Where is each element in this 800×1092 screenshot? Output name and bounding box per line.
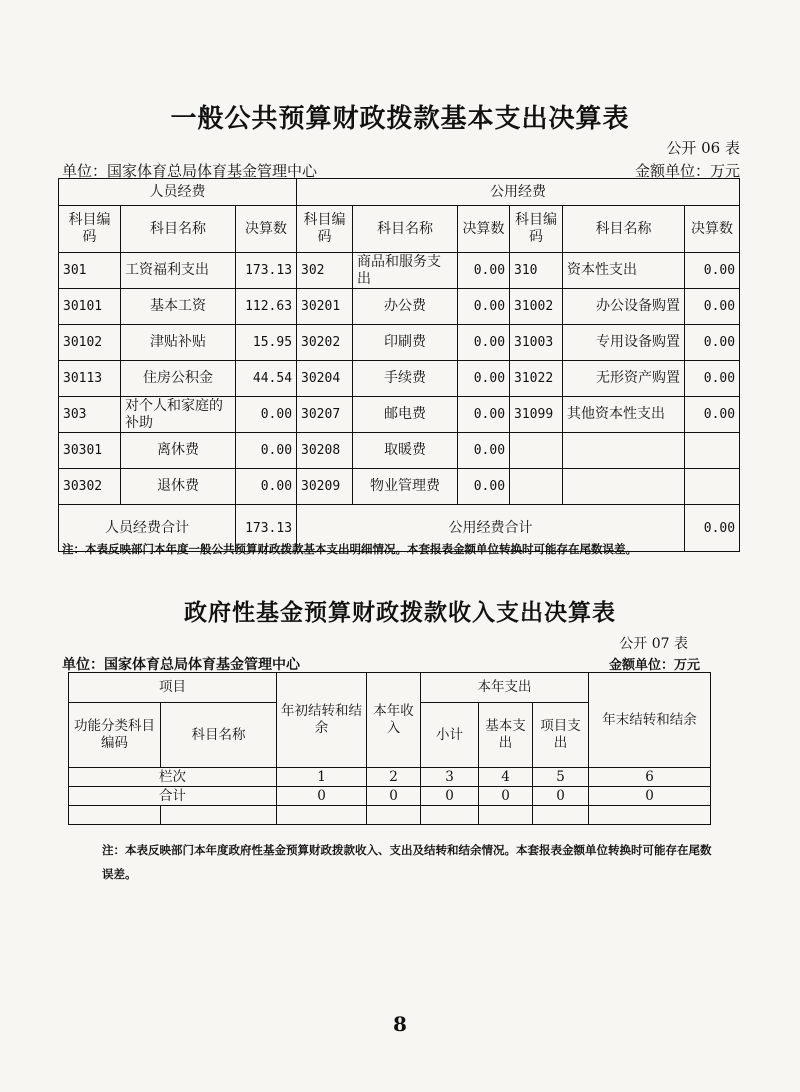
cell-code: 30208 bbox=[297, 433, 353, 469]
cell-code: 31022 bbox=[510, 361, 563, 397]
header-amount-public-1: 决算数 bbox=[458, 206, 510, 253]
cell-code: 30202 bbox=[297, 325, 353, 361]
cell-name: 物业管理费 bbox=[353, 469, 458, 505]
cell-amount: 0.00 bbox=[458, 397, 510, 433]
cell-code: 310 bbox=[510, 253, 563, 289]
table2-code: 公开 07 表 bbox=[619, 636, 688, 652]
cell-name: 退休费 bbox=[121, 469, 236, 505]
table1-unit: 单位：国家体育总局体育基金管理中心 bbox=[62, 162, 318, 180]
table-row bbox=[59, 361, 740, 397]
column-number: 3 bbox=[421, 768, 479, 787]
table1-amount-unit: 金额单位：万元 bbox=[634, 162, 740, 180]
group-personnel-header: 人员经费 bbox=[59, 179, 297, 206]
total-value: 0 bbox=[589, 787, 711, 806]
cell-empty bbox=[533, 806, 589, 825]
total-personnel-label: 人员经费合计 bbox=[59, 505, 236, 552]
table1-title: 一般公共预算财政拨款基本支出决算表 bbox=[170, 104, 630, 134]
cell-empty bbox=[685, 433, 740, 469]
cell-code: 30301 bbox=[59, 433, 121, 469]
cell-amount: 0.00 bbox=[236, 469, 297, 505]
cell-amount: 15.95 bbox=[236, 325, 297, 361]
group-public-header: 公用经费 bbox=[297, 179, 740, 206]
cell-amount: 0.00 bbox=[458, 325, 510, 361]
table2-amount-unit: 金额单位：万元 bbox=[608, 658, 700, 673]
cell-name: 资本性支出 bbox=[563, 253, 685, 289]
cell-empty bbox=[277, 806, 367, 825]
fund-income-expenditure-table bbox=[68, 672, 711, 825]
header-amount-personnel: 决算数 bbox=[236, 206, 297, 253]
header-expense: 本年支出 bbox=[421, 673, 589, 703]
cell-name: 专用设备购置 bbox=[563, 325, 685, 361]
total-row bbox=[69, 787, 711, 806]
cell-name: 邮电费 bbox=[353, 397, 458, 433]
cell-name: 对个人和家庭的补助 bbox=[121, 397, 236, 433]
cell-empty bbox=[563, 469, 685, 505]
cell-amount: 0.00 bbox=[458, 469, 510, 505]
total-personnel-value: 173.13 bbox=[236, 505, 297, 552]
cell-name: 办公费 bbox=[353, 289, 458, 325]
column-number-row bbox=[69, 768, 711, 787]
cell-name: 离休费 bbox=[121, 433, 236, 469]
cell-amount: 44.54 bbox=[236, 361, 297, 397]
cell-amount: 0.00 bbox=[458, 289, 510, 325]
cell-code: 30201 bbox=[297, 289, 353, 325]
table-row bbox=[59, 469, 740, 505]
table-row bbox=[59, 397, 740, 433]
cell-empty bbox=[69, 806, 161, 825]
cell-code: 31099 bbox=[510, 397, 563, 433]
cell-empty bbox=[161, 806, 277, 825]
column-number: 4 bbox=[479, 768, 533, 787]
header-code-personnel: 科目编码 bbox=[59, 206, 121, 253]
cell-amount: 0.00 bbox=[458, 433, 510, 469]
header-amount-public-2: 决算数 bbox=[685, 206, 740, 253]
header-name-public-2: 科目名称 bbox=[563, 206, 685, 253]
cell-amount: 0.00 bbox=[458, 253, 510, 289]
total-value: 0 bbox=[367, 787, 421, 806]
table2-unit: 单位：国家体育总局体育基金管理中心 bbox=[62, 657, 300, 673]
cell-empty bbox=[563, 433, 685, 469]
header-code-public-1: 科目编码 bbox=[297, 206, 353, 253]
cell-empty bbox=[685, 469, 740, 505]
header-item-name: 科目名称 bbox=[161, 703, 277, 768]
cell-name: 无形资产购置 bbox=[563, 361, 685, 397]
cell-name: 商品和服务支出 bbox=[353, 253, 458, 289]
cell-name: 工资福利支出 bbox=[121, 253, 236, 289]
cell-empty bbox=[510, 469, 563, 505]
cell-name: 其他资本性支出 bbox=[563, 397, 685, 433]
cell-code: 30207 bbox=[297, 397, 353, 433]
cell-amount: 0.00 bbox=[685, 289, 740, 325]
table1-code: 公开 06 表 bbox=[666, 139, 740, 157]
cell-empty bbox=[589, 806, 711, 825]
header-closing-balance: 年末结转和结余 bbox=[589, 673, 711, 768]
table1-note: 注：本表反映部门本年度一般公共预算财政拨款基本支出明细情况。本套报表金额单位转换时可能存在尾数误差。 bbox=[62, 542, 637, 556]
cell-name: 办公设备购置 bbox=[563, 289, 685, 325]
cell-code: 303 bbox=[59, 397, 121, 433]
header-basic-expense: 基本支出 bbox=[479, 703, 533, 768]
table-row bbox=[59, 289, 740, 325]
table2-note: 注：本表反映部门本年度政府性基金预算财政拨款收入、支出及结转和结余情况。本套报表金额单位转换时可能存在尾数误差。 bbox=[102, 843, 712, 881]
cell-code: 301 bbox=[59, 253, 121, 289]
total-public-value: 0.00 bbox=[685, 505, 740, 552]
column-number: 5 bbox=[533, 768, 589, 787]
total-public-label: 公用经费合计 bbox=[297, 505, 685, 552]
header-subtotal: 小计 bbox=[421, 703, 479, 768]
cell-name: 取暖费 bbox=[353, 433, 458, 469]
cell-amount: 0.00 bbox=[236, 433, 297, 469]
cell-empty bbox=[367, 806, 421, 825]
cell-empty bbox=[510, 433, 563, 469]
cell-code: 30102 bbox=[59, 325, 121, 361]
cell-empty bbox=[421, 806, 479, 825]
table-row bbox=[59, 253, 740, 289]
column-number: 2 bbox=[367, 768, 421, 787]
cell-empty bbox=[479, 806, 533, 825]
column-number: 1 bbox=[277, 768, 367, 787]
total-value: 0 bbox=[533, 787, 589, 806]
table-row bbox=[59, 325, 740, 361]
header-code-public-2: 科目编码 bbox=[510, 206, 563, 253]
total-value: 0 bbox=[421, 787, 479, 806]
column-row-label: 栏次 bbox=[69, 768, 277, 787]
column-number: 6 bbox=[589, 768, 711, 787]
header-project: 项目 bbox=[69, 673, 277, 703]
header-project-expense: 项目支出 bbox=[533, 703, 589, 768]
cell-code: 30209 bbox=[297, 469, 353, 505]
table-row bbox=[59, 433, 740, 469]
cell-amount: 0.00 bbox=[458, 361, 510, 397]
total-value: 0 bbox=[479, 787, 533, 806]
header-name-personnel: 科目名称 bbox=[121, 206, 236, 253]
cell-amount: 0.00 bbox=[685, 253, 740, 289]
cell-code: 30101 bbox=[59, 289, 121, 325]
basic-expenditure-table bbox=[58, 178, 740, 552]
header-name-public-1: 科目名称 bbox=[353, 206, 458, 253]
cell-name: 住房公积金 bbox=[121, 361, 236, 397]
cell-code: 30302 bbox=[59, 469, 121, 505]
cell-amount: 0.00 bbox=[685, 325, 740, 361]
cell-name: 手续费 bbox=[353, 361, 458, 397]
cell-code: 30204 bbox=[297, 361, 353, 397]
empty-row bbox=[69, 806, 711, 825]
cell-amount: 173.13 bbox=[236, 253, 297, 289]
total-row-label: 合计 bbox=[69, 787, 277, 806]
cell-amount: 0.00 bbox=[685, 397, 740, 433]
cell-name: 印刷费 bbox=[353, 325, 458, 361]
header-opening-balance: 年初结转和结余 bbox=[277, 673, 367, 768]
cell-amount: 0.00 bbox=[685, 361, 740, 397]
header-func-code: 功能分类科目编码 bbox=[69, 703, 161, 768]
cell-code: 31002 bbox=[510, 289, 563, 325]
cell-amount: 0.00 bbox=[236, 397, 297, 433]
cell-code: 31003 bbox=[510, 325, 563, 361]
cell-name: 津贴补贴 bbox=[121, 325, 236, 361]
cell-code: 302 bbox=[297, 253, 353, 289]
cell-amount: 112.63 bbox=[236, 289, 297, 325]
header-income: 本年收入 bbox=[367, 673, 421, 768]
total-value: 0 bbox=[277, 787, 367, 806]
page-number: 8 bbox=[393, 1012, 407, 1036]
cell-code: 30113 bbox=[59, 361, 121, 397]
table2-title: 政府性基金预算财政拨款收入支出决算表 bbox=[184, 599, 616, 626]
cell-name: 基本工资 bbox=[121, 289, 236, 325]
